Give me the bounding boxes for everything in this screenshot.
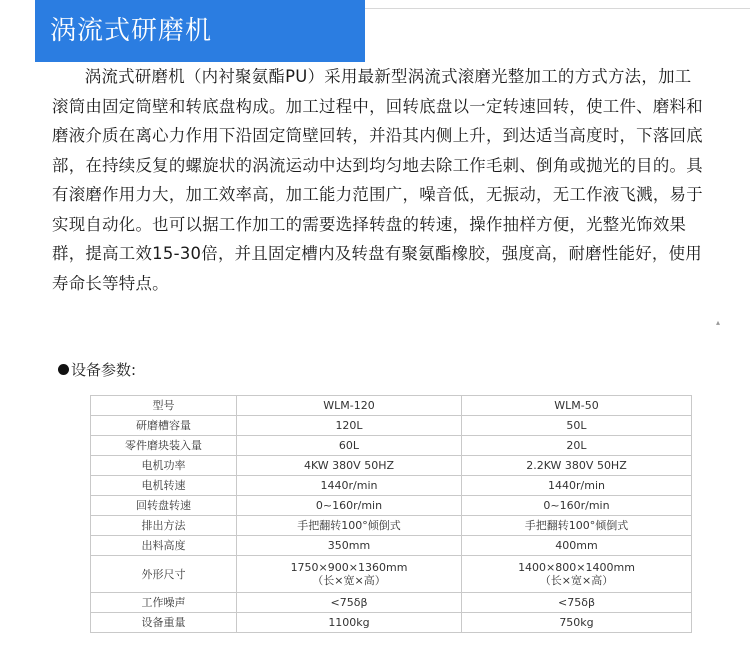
value-model-1: 手把翻转100°倾倒式 [237, 516, 462, 536]
value-model-1: <75δβ [237, 593, 462, 613]
row-label: 型号 [91, 396, 237, 416]
page-title: 涡流式研磨机 [35, 0, 365, 62]
value-model-1: 1440r/min [237, 476, 462, 496]
row-label: 设备重量 [91, 613, 237, 633]
table-row [91, 536, 692, 556]
value-model-2: 750kg [462, 613, 692, 633]
row-label: 电机功率 [91, 456, 237, 476]
value-model-2: 2.2KW 380V 50HZ [462, 456, 692, 476]
table-row [91, 396, 692, 416]
dimension-note: （长×宽×高） [312, 574, 386, 587]
value-model-2: 50L [462, 416, 692, 436]
value-model-1: 4KW 380V 50HZ [237, 456, 462, 476]
table-row [91, 613, 692, 633]
value-model-1 [237, 556, 462, 593]
value-model-2: WLM-50 [462, 396, 692, 416]
value-model-1: 350mm [237, 536, 462, 556]
value-model-1: 0~160r/min [237, 496, 462, 516]
value-model-1: 120L [237, 416, 462, 436]
intro-paragraph: 涡流式研磨机（内衬聚氨酯PU）采用最新型涡流式滚磨光整加工的方式方法，加工滚筒由固定筒壁和转底盘构成。加工过程中，回转底盘以一定转速回转，使工件、磨料和磨液介质在离心力作用下沿固定筒壁回转，并沿其内侧上升，到达适当高度时，下落回底部，在持续反复的螺旋状的涡流运动中达到均匀地去除工作毛刺、倒角或抛光的目的。具有滚磨作用力大，加工效率高，加工能力范围广，噪音低，无振动，无工作液飞溅，易于实现自动化。也可以据工作加工的需要选择转盘的转速，操作抽样方便，光整光饰效果群，提高工效15-30倍，并且固定槽内及转盘有聚氨酯橡胶，强度高，耐磨性能好，使用寿命长等特点。 [52, 67, 703, 293]
value-model-2: <75δβ [462, 593, 692, 613]
spec-heading [58, 359, 136, 380]
row-label: 零件磨块装入量 [91, 436, 237, 456]
row-label: 排出方法 [91, 516, 237, 536]
value-model-1: WLM-120 [237, 396, 462, 416]
value-model-2 [462, 556, 692, 593]
value-model-2: 手把翻转100°倾倒式 [462, 516, 692, 536]
table-row [91, 416, 692, 436]
table-row [91, 593, 692, 613]
value-model-2: 20L [462, 436, 692, 456]
dimension-value: 1750×900×1360mm [290, 561, 408, 574]
row-label: 研磨槽容量 [91, 416, 237, 436]
row-label: 外形尺寸 [91, 556, 237, 593]
table-row [91, 516, 692, 536]
row-label: 出料高度 [91, 536, 237, 556]
spec-table [90, 395, 692, 633]
dimension-note: （长×宽×高） [539, 574, 614, 587]
table-row [91, 556, 692, 593]
table-row [91, 436, 692, 456]
decorative-mark: ▴ [716, 318, 721, 327]
table-row [91, 456, 692, 476]
value-model-2: 1440r/min [462, 476, 692, 496]
table-row [91, 476, 692, 496]
row-label: 回转盘转速 [91, 496, 237, 516]
row-label: 电机转速 [91, 476, 237, 496]
value-model-2: 400mm [462, 536, 692, 556]
row-label: 工作噪声 [91, 593, 237, 613]
divider [365, 8, 750, 9]
value-model-2: 0~160r/min [462, 496, 692, 516]
value-model-1: 1100kg [237, 613, 462, 633]
value-model-1: 60L [237, 436, 462, 456]
table-row [91, 496, 692, 516]
spec-heading-label: 设备参数: [71, 361, 137, 379]
bullet-icon [58, 364, 69, 375]
dimension-value: 1400×800×1400mm [518, 561, 635, 574]
